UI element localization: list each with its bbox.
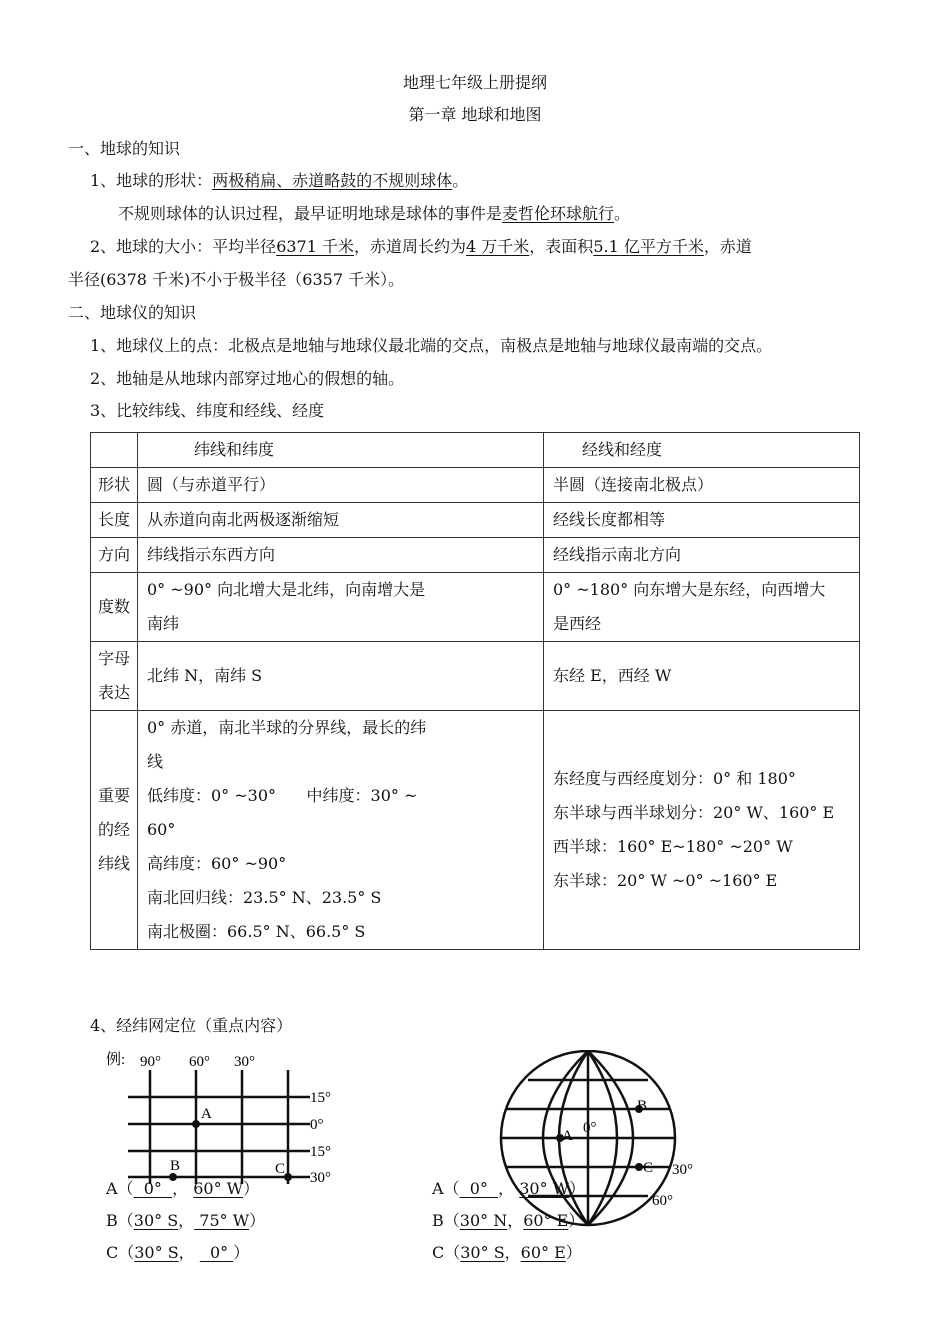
right-label: 0° <box>310 1117 324 1133</box>
globe-diagram <box>490 1050 710 1230</box>
point-a-label: A <box>201 1106 212 1122</box>
table-header-cell <box>91 433 138 468</box>
table-cell: 从赤道向南北两极逐渐缩短 <box>138 503 544 538</box>
row-label: 字母 表达 <box>91 642 138 711</box>
earth-shape-answer: 两极稍扁、赤道略鼓的不规则球体 <box>212 171 453 190</box>
globe-label: 0° <box>583 1120 597 1136</box>
comparison-table <box>90 432 860 950</box>
point-c <box>284 1173 292 1181</box>
table-cell: 半圆（连接南北极点） <box>544 468 860 503</box>
answer-a-right: A（ 0° ， 30° W） <box>432 1179 586 1198</box>
point-b-label: B <box>170 1158 181 1174</box>
answer-c-left: C（30° S， 0° ） <box>106 1243 250 1262</box>
radius-answer: 6371 千米 <box>276 237 354 256</box>
table-row <box>91 573 860 642</box>
table-cell: 经线指示南北方向 <box>544 538 860 573</box>
compare-heading: 3、比较纬线、纬度和经线、经度 <box>90 401 325 420</box>
table-row <box>91 538 860 573</box>
top-label: 90° <box>140 1054 161 1070</box>
top-label: 30° <box>234 1054 255 1070</box>
section-1-heading: 一、地球的知识 <box>68 139 181 158</box>
earth-size-paragraph: 2、地球的大小：平均半径6371 千米，赤道周长约为4 万千米，表面积5.1 亿平方千米，赤道 <box>90 237 752 256</box>
globe-point-c <box>635 1163 643 1171</box>
row-label: 长度 <box>91 503 138 538</box>
point-c-label: C <box>275 1161 286 1177</box>
right-label: 15° <box>310 1144 331 1160</box>
top-label: 60° <box>189 1054 210 1070</box>
globe-label: 30° <box>672 1162 693 1178</box>
right-label: 15° <box>310 1090 331 1106</box>
table-header-cell: 纬线和纬度 <box>138 433 544 468</box>
globe-point-b-label: B <box>637 1098 648 1114</box>
section-2-heading: 二、地球仪的知识 <box>68 303 197 322</box>
answer-a-left: A（ 0° ， 60° W） <box>106 1179 260 1198</box>
right-label: 30° <box>310 1170 331 1186</box>
globe-points-paragraph: 1、地球仪上的点：北极点是地轴与地球仪最北端的交点，南极点是地轴与地球仪最南端的交点。 <box>90 336 773 355</box>
answer-c-right: C（30° S，60° E） <box>432 1243 582 1262</box>
table-cell: 北纬 N，南纬 S <box>138 642 544 711</box>
globe-label: 60° <box>652 1193 673 1209</box>
row-label: 方向 <box>91 538 138 573</box>
table-cell: 经线长度都相等 <box>544 503 860 538</box>
table-row <box>91 468 860 503</box>
table-cell: 圆（与赤道平行） <box>138 468 544 503</box>
page-title: 地理七年级上册提纲 <box>402 73 547 92</box>
table-cell: 纬线指示东西方向 <box>138 538 544 573</box>
table-header-cell: 经线和经度 <box>544 433 860 468</box>
earth-size-paragraph-line2: 半径(6378 千米)不小于极半径（6357 千米）。 <box>68 270 405 289</box>
answer-b-left: B（30° S， 75° W） <box>106 1211 266 1230</box>
circumference-answer: 4 万千米 <box>466 237 530 256</box>
chapter-title: 第一章 地球和地图 <box>408 105 542 124</box>
area-answer: 5.1 亿平方千米 <box>593 237 704 256</box>
table-row <box>91 711 860 950</box>
row-label: 形状 <box>91 468 138 503</box>
globe-point-a-label: A <box>562 1128 573 1144</box>
table-cell: 0° 赤道，南北半球的分界线，最长的纬 线 低纬度：0° ~30° 中纬度：30° ~ 60° 高纬度：60° ~90° 南北回归线：23.5° N、23.5° S 南北极圈：66.5° N、66.5° S <box>138 711 544 950</box>
table-cell: 东经 E，西经 W <box>544 642 860 711</box>
example-label: 例: <box>106 1052 126 1068</box>
earth-axis-paragraph: 2、地轴是从地球内部穿过地心的假想的轴。 <box>90 369 405 388</box>
row-label: 重要 的经 纬线 <box>91 711 138 950</box>
table-row <box>91 503 860 538</box>
table-header-row <box>91 433 860 468</box>
point-a <box>192 1120 200 1128</box>
earth-shape-paragraph: 1、地球的形状：两极稍扁、赤道略鼓的不规则球体。 <box>90 171 469 190</box>
row-label: 度数 <box>91 573 138 642</box>
table-row <box>91 642 860 711</box>
magellan-answer: 麦哲伦环球航行 <box>502 204 615 223</box>
table-cell: 0° ~90° 向北增大是北纬，向南增大是 南纬 <box>138 573 544 642</box>
earth-proof-paragraph: 不规则球体的认识过程，最早证明地球是球体的事件是麦哲伦环球航行。 <box>118 204 631 223</box>
answer-b-right: B（30° N，60° E） <box>432 1211 585 1230</box>
table-cell: 东经度与西经度划分：0° 和 180° 东半球与西半球划分：20° W、160° E 西半球：160° E~180° ~20° W 东半球：20° W ~0° ~160° E <box>544 711 860 950</box>
grid-location-heading: 4、经纬网定位（重点内容） <box>90 1016 293 1035</box>
table-cell: 0° ~180° 向东增大是东经，向西增大 是西经 <box>544 573 860 642</box>
lat-lon-grid-diagram <box>100 1044 350 1194</box>
globe-point-c-label: C <box>643 1160 654 1176</box>
